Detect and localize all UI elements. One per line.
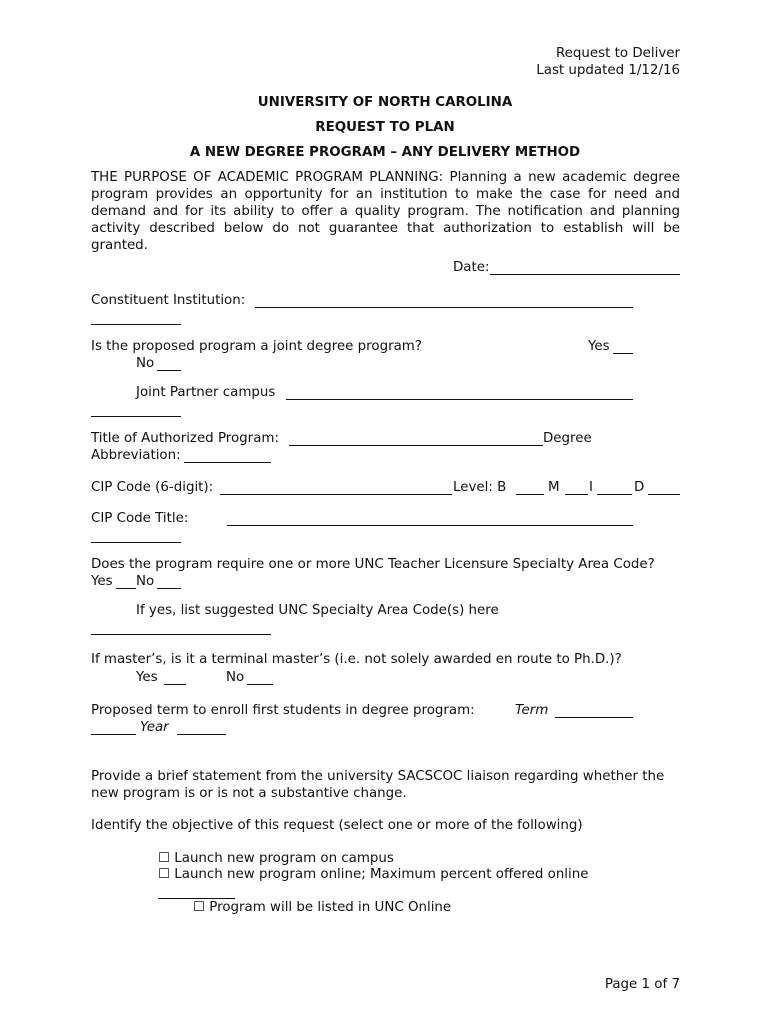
option-label: Launch new program on campus: [174, 851, 394, 866]
option-launch-campus[interactable]: [158, 851, 394, 866]
checkbox-icon[interactable]: ☐: [158, 851, 171, 866]
level-d-field[interactable]: [648, 494, 680, 495]
year-label: Year: [140, 720, 169, 735]
joint-partner-field-cont[interactable]: [91, 416, 181, 417]
level-d-label: D: [634, 480, 645, 495]
masters-no-field[interactable]: [247, 684, 273, 685]
option-launch-online[interactable]: [158, 867, 588, 882]
level-m-field[interactable]: [565, 494, 588, 495]
purpose-paragraph: THE PURPOSE OF ACADEMIC PROGRAM PLANNING: Planning a new academic degree program provides an opportunity for an institution to make the case for need and demand and for its ability to offer a quality program. The notification and planning activity described below do not guarantee that authorization to establish will be granted.: [91, 170, 680, 253]
specialty-label: If yes, list suggested UNC Specialty Area Code(s) here: [136, 603, 499, 618]
constituent-field[interactable]: [255, 307, 633, 308]
level-b-label: Level: B: [453, 480, 507, 495]
teacher-yes-label: Yes: [91, 574, 113, 589]
constituent-label: Constituent Institution:: [91, 293, 246, 308]
term-field-cont[interactable]: [91, 734, 136, 735]
cip-title-field[interactable]: [227, 525, 633, 526]
sacscoc-statement: Provide a brief statement from the university SACSCOC liaison regarding whether the new program is or is not a substantive change.: [91, 769, 665, 801]
masters-yes-label: Yes: [136, 670, 158, 685]
teacher-no-label: No: [136, 574, 155, 589]
degree-label: Degree: [543, 431, 592, 446]
abbreviation-field[interactable]: [184, 462, 271, 463]
cip-code-field[interactable]: [220, 494, 452, 495]
joint-yes-field[interactable]: [613, 353, 633, 354]
masters-question: If master’s, is it a terminal master’s (i.e. not solely awarded en route to Ph.D.)?: [91, 652, 622, 667]
title-program: A NEW DEGREE PROGRAM – ANY DELIVERY METHOD: [189, 145, 581, 160]
joint-partner-field[interactable]: [286, 399, 633, 400]
level-i-field[interactable]: [597, 494, 632, 495]
term-label: Term: [515, 703, 549, 718]
level-m-label: M: [548, 480, 560, 495]
joint-question: Is the proposed program a joint degree program?: [91, 339, 422, 354]
joint-yes-label: Yes: [588, 339, 610, 354]
max-percent-field[interactable]: [158, 898, 235, 899]
checkbox-icon[interactable]: ☐: [193, 900, 206, 915]
header-last-updated: Last updated 1/12/16: [536, 63, 680, 78]
option-label: Launch new program online; Maximum percent offered online: [174, 867, 589, 882]
option-label: Program will be listed in UNC Online: [209, 900, 452, 915]
date-label: Date:: [453, 260, 490, 275]
constituent-field-cont[interactable]: [91, 324, 181, 325]
joint-partner-label: Joint Partner campus: [136, 385, 276, 400]
title-program-field[interactable]: [289, 445, 543, 446]
joint-no-field[interactable]: [157, 370, 181, 371]
title-program-label: Title of Authorized Program:: [91, 431, 279, 446]
date-field[interactable]: [490, 274, 680, 275]
level-b-field[interactable]: [516, 494, 544, 495]
objective-prompt: Identify the objective of this request (select one or more of the following): [91, 818, 583, 833]
checkbox-icon[interactable]: ☐: [158, 867, 171, 882]
header-request-to-deliver: Request to Deliver: [555, 46, 680, 61]
level-i-label: I: [589, 480, 593, 495]
title-university: UNIVERSITY OF NORTH CAROLINA: [257, 95, 513, 110]
proposed-term-label: Proposed term to enroll first students in degree program:: [91, 703, 475, 718]
masters-no-label: No: [226, 670, 245, 685]
year-field[interactable]: [177, 734, 226, 735]
teacher-no-field[interactable]: [157, 588, 181, 589]
option-unc-online[interactable]: [193, 900, 451, 915]
masters-yes-field[interactable]: [164, 684, 186, 685]
term-field[interactable]: [555, 717, 633, 718]
teacher-question: Does the program require one or more UNC Teacher Licensure Specialty Area Code?: [91, 557, 655, 572]
title-request: REQUEST TO PLAN: [315, 120, 455, 135]
page-number: Page 1 of 7: [604, 977, 680, 992]
joint-no-label: No: [136, 356, 155, 371]
teacher-yes-field[interactable]: [116, 588, 136, 589]
cip-title-label: CIP Code Title:: [91, 511, 189, 526]
cip-title-field-cont[interactable]: [91, 542, 181, 543]
abbreviation-label: Abbreviation:: [91, 448, 181, 463]
cip-code-label: CIP Code (6-digit):: [91, 480, 214, 495]
specialty-field[interactable]: [91, 634, 271, 635]
